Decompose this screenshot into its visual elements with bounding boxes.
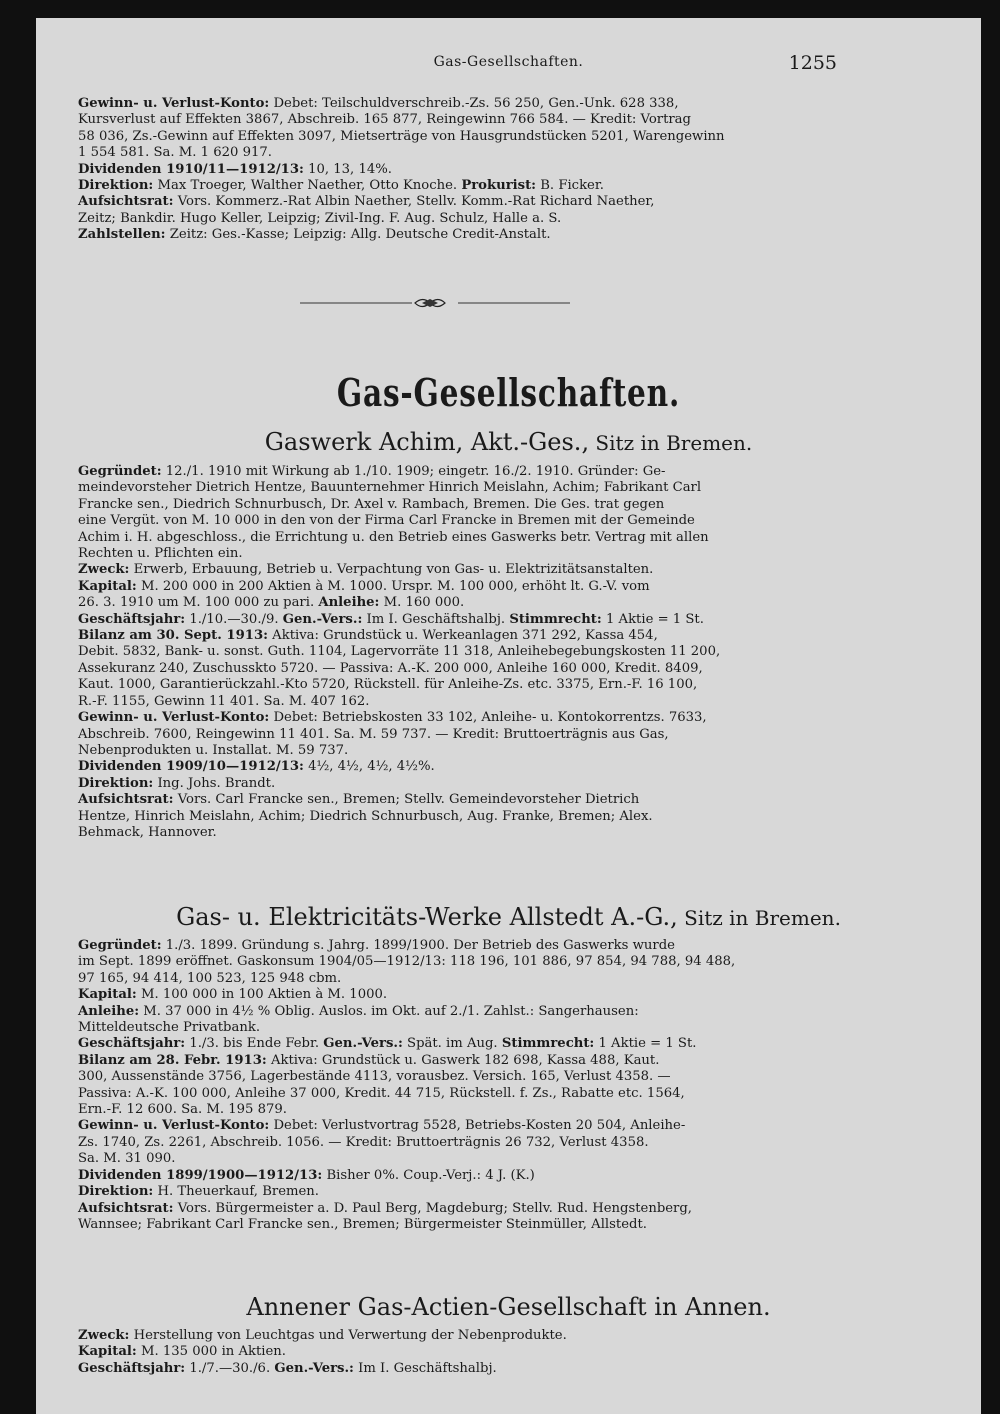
text-line [78, 1151, 838, 1167]
text-line [78, 971, 838, 987]
page [36, 18, 981, 1414]
field-text: Behmack, Hannover. [78, 824, 217, 840]
text-line [78, 1086, 838, 1102]
field-text: Wannsee; Fabrikant Carl Francke sen., Bremen; Bürgermeister Steinmüller, Allstedt. [78, 1216, 647, 1232]
text-line [78, 145, 838, 161]
text-line [78, 96, 838, 112]
text-line [78, 776, 838, 792]
text-line [78, 1361, 838, 1377]
field-label: Stimmrecht: [509, 611, 602, 627]
field-text: 1./3. 1899. Gründung s. Jahrg. 1899/1900. Der Betrieb des Gaswerks wurde [161, 938, 675, 953]
field-text: Debet: Verlustvortrag 5528, Betriebs-Kosten 20 504, Anleihe- [269, 1118, 686, 1134]
field-text: 97 165, 94 414, 100 523, 125 948 cbm. [78, 970, 342, 986]
field-label: Dividenden 1910/11—1912/13: [78, 161, 304, 177]
previous-entry [78, 96, 838, 244]
text-line [78, 464, 838, 480]
field-label: Direktion: [78, 178, 154, 194]
field-label: Kapital: [78, 987, 137, 1003]
field-text: 1./10.—30./9. [185, 611, 283, 627]
text-line [78, 1020, 838, 1036]
field-text: 12./1. 1910 mit Wirkung ab 1./10. 1909; eingetr. 16./2. 1910. Gründer: Ge- [161, 464, 666, 479]
field-text: Vors. Kommerz.-Rat Albin Naether, Stellv. Komm.-Rat Richard Naether, [173, 194, 655, 210]
field-text: M. 135 000 in Aktien. [136, 1344, 286, 1360]
text-line [78, 546, 838, 562]
text-line [78, 825, 838, 841]
field-text: 1./7.—30./6. [185, 1360, 275, 1376]
field-text: 1 554 581. Sa. M. 1 620 917. [78, 145, 272, 161]
text-line [78, 628, 838, 644]
field-text: 10, 13, 14%. [303, 161, 392, 177]
company-sitz: Sitz in Bremen. [589, 431, 753, 455]
text-line [78, 1069, 838, 1085]
field-text: B. Ficker. [536, 178, 604, 194]
field-text: Aktiva: Grundstück u. Werkeanlagen 371 292, Kassa 454, [267, 628, 658, 644]
field-label: Direktion: [78, 775, 154, 791]
field-text: Zeitz: Ges.-Kasse; Leipzig: Allg. Deutsche Credit-Anstalt. [165, 227, 551, 243]
text-line [78, 694, 838, 710]
field-text: Mitteldeutsche Privatbank. [78, 1020, 261, 1036]
field-text: Nebenprodukten u. Installat. M. 59 737. [78, 742, 349, 758]
company-entry-annen [78, 1328, 838, 1377]
field-text: 1 Aktie = 1 St. [594, 1036, 697, 1052]
page-number: 1255 [788, 52, 837, 74]
field-label: Zweck: [78, 1328, 130, 1343]
field-label: Geschäftsjahr: [78, 611, 186, 627]
field-text: M. 200 000 in 200 Aktien à M. 1000. Urspr. M. 100 000, erhöht lt. G.-V. vom [136, 578, 650, 594]
field-label: Aufsichtsrat: [78, 194, 174, 210]
text-line [78, 227, 838, 243]
text-line [78, 178, 838, 194]
field-text: Kaut. 1000, Garantierückzahl.-Kto 5720, Rückstell. für Anleihe-Zs. etc. 3375, Ern.-F. 16 100, [78, 677, 698, 693]
field-text: Abschreib. 7600, Reingewinn 11 401. Sa. M. 59 737. — Kredit: Bruttoerträgnis aus Gas, [78, 726, 669, 742]
company-name: Annener Gas-Actien-Gesellschaft in Annen. [246, 1293, 771, 1321]
text-line [78, 129, 838, 145]
field-text: Vors. Carl Francke sen., Bremen; Stellv. Gemeindevorsteher Dietrich [173, 792, 640, 808]
text-line [78, 743, 838, 759]
text-line [78, 1004, 838, 1020]
field-text: 26. 3. 1910 um M. 100 000 zu pari. [78, 595, 319, 611]
text-line [78, 112, 838, 128]
field-text: Hentze, Hinrich Meislahn, Achim; Diedrich Schnurbusch, Aug. Franke, Bremen; Alex. [78, 808, 653, 824]
field-text: Rechten u. Pflichten ein. [78, 546, 243, 562]
field-text: Im I. Geschäftshalbj. [353, 1360, 497, 1376]
field-text: im Sept. 1899 eröffnet. Gaskonsum 1904/05—1912/13: 118 196, 101 886, 97 854, 94 788, 94 488, [78, 954, 736, 970]
field-label: Gegründet: [78, 938, 162, 953]
field-label: Geschäftsjahr: [78, 1360, 186, 1376]
field-text: Ern.-F. 12 600. Sa. M. 195 879. [78, 1102, 287, 1118]
field-label: Dividenden 1899/1900—1912/13: [78, 1167, 323, 1183]
text-line [78, 1201, 838, 1217]
field-text: Im I. Geschäftshalbj. [362, 611, 510, 627]
text-line [78, 530, 838, 546]
field-label: Kapital: [78, 1344, 137, 1360]
field-text: Francke sen., Diedrich Schnurbusch, Dr. Axel v. Rambach, Bremen. Die Ges. trat gegen [78, 496, 665, 512]
text-line [78, 513, 838, 529]
field-text: 58 036, Zs.-Gewinn auf Effekten 3097, Mietserträge von Hausgrundstücken 5201, Warengewinn [78, 128, 725, 144]
field-text: Aktiva: Grundstück u. Gaswerk 182 698, Kassa 488, Kaut. [266, 1052, 660, 1068]
field-text: 1./3. bis Ende Febr. [185, 1036, 324, 1052]
field-text: Ing. Johs. Brandt. [153, 775, 276, 791]
field-label: Prokurist: [461, 178, 537, 194]
ornament-divider [300, 295, 570, 311]
text-line [78, 677, 838, 693]
section-title: Gas-Gesellschaften. [336, 370, 681, 415]
company-title-allstedt [36, 903, 981, 931]
field-text: Debet: Betriebskosten 33 102, Anleihe- u. Kontokorrentzs. 7633, [269, 710, 707, 726]
text-line [78, 579, 838, 595]
field-text: eine Vergüt. von M. 10 000 in den von der Firma Carl Francke in Bremen mit der Gemeinde [78, 513, 695, 529]
company-title-achim [36, 428, 981, 456]
field-label: Gegründet: [78, 464, 162, 479]
text-line [78, 1053, 838, 1069]
text-line [78, 612, 838, 628]
text-line [78, 809, 838, 825]
field-label: Direktion: [78, 1184, 154, 1200]
field-label: Kapital: [78, 578, 137, 594]
text-line [78, 1168, 838, 1184]
running-title: Gas-Gesellschaften. [433, 54, 584, 70]
field-label: Dividenden 1909/10—1912/13: [78, 759, 304, 775]
field-text: M. 100 000 in 100 Aktien à M. 1000. [136, 987, 388, 1003]
field-text: Achim i. H. abgeschloss., die Errichtung u. den Betrieb eines Gaswerks betr. Vertrag mit allen [78, 529, 709, 545]
field-text: meindevorsteher Dietrich Hentze, Bauunternehmer Hinrich Meislahn, Achim; Fabrikant Carl [78, 480, 702, 496]
company-name: Gas- u. Elektricitäts-Werke Allstedt A.-G., [176, 903, 678, 931]
field-text: Zeitz; Bankdir. Hugo Keller, Leipzig; Zivil-Ing. F. Aug. Schulz, Halle a. S. [78, 210, 562, 226]
field-text: 1 Aktie = 1 St. [601, 611, 704, 627]
text-line [78, 710, 838, 726]
field-text: Sa. M. 31 090. [78, 1151, 176, 1167]
field-text: Zs. 1740, Zs. 2261, Abschreib. 1056. — Kredit: Bruttoerträgnis 26 732, Verlust 4358. [78, 1134, 649, 1150]
field-text: Kursverlust auf Effekten 3867, Abschreib. 165 877, Reingewinn 766 584. — Kredit: Vortrag [78, 112, 691, 128]
field-text: Bisher 0%. Coup.-Verj.: 4 J. (K.) [322, 1167, 535, 1183]
field-text: R.-F. 1155, Gewinn 11 401. Sa. M. 407 162. [78, 693, 370, 709]
text-line [78, 759, 838, 775]
text-line [78, 194, 838, 210]
company-title-annen [36, 1293, 981, 1321]
text-line [78, 954, 838, 970]
text-line [78, 497, 838, 513]
text-line [78, 1184, 838, 1200]
text-line [78, 1118, 838, 1134]
field-text: 300, Aussenstände 3756, Lagerbestände 4113, vorausbez. Versich. 165, Verlust 4358. — [78, 1069, 671, 1085]
text-line [78, 162, 838, 178]
field-text: Passiva: A.-K. 100 000, Anleihe 37 000, Kredit. 44 715, Rückstell. f. Zs., Rabatte etc. 1564, [78, 1085, 685, 1101]
field-label: Zahlstellen: [78, 227, 166, 243]
field-text: Debit. 5832, Bank- u. sonst. Guth. 1104, Lagervorräte 11 318, Anleihebegebungskosten 11 200, [78, 644, 721, 660]
text-line [78, 562, 838, 578]
company-entry-allstedt [78, 938, 838, 1233]
page-header [36, 52, 981, 76]
field-label: Gewinn- u. Verlust-Konto: [78, 710, 270, 726]
text-line [78, 661, 838, 677]
text-line [78, 1135, 838, 1151]
field-label: Gen.-Vers.: [323, 1036, 403, 1052]
field-label: Gewinn- u. Verlust-Konto: [78, 96, 270, 111]
company-sitz: Sitz in Bremen. [677, 906, 841, 930]
text-line [78, 727, 838, 743]
text-line [78, 792, 838, 808]
field-label: Bilanz am 30. Sept. 1913: [78, 628, 268, 644]
text-line [78, 1102, 838, 1118]
field-text: M. 37 000 in 4½ % Oblig. Auslos. im Okt. auf 2./1. Zahlst.: Sangerhausen: [139, 1003, 639, 1019]
text-line [78, 1217, 838, 1233]
field-label: Bilanz am 28. Febr. 1913: [78, 1052, 267, 1068]
field-text: Herstellung von Leuchtgas und Verwertung der Nebenprodukte. [129, 1328, 567, 1343]
field-text: Debet: Teilschuldverschreib.-Zs. 56 250, Gen.-Unk. 628 338, [269, 96, 679, 111]
text-line [78, 938, 838, 954]
text-line [78, 480, 838, 496]
text-line [78, 644, 838, 660]
field-text: Vors. Bürgermeister a. D. Paul Berg, Magdeburg; Stellv. Rud. Hengstenberg, [173, 1200, 692, 1216]
field-label: Geschäftsjahr: [78, 1036, 186, 1052]
field-label: Zweck: [78, 562, 130, 578]
field-text: Spät. im Aug. [402, 1036, 502, 1052]
field-text: Max Troeger, Walther Naether, Otto Knoche. [153, 178, 462, 194]
text-line [78, 987, 838, 1003]
field-text: Assekuranz 240, Zuschusskto 5720. — Passiva: A.-K. 200 000, Anleihe 160 000, Kredit. 8409, [78, 660, 703, 676]
field-label: Aufsichtsrat: [78, 792, 174, 808]
field-text: M. 160 000. [379, 595, 465, 611]
text-line [78, 595, 838, 611]
field-label: Gewinn- u. Verlust-Konto: [78, 1118, 270, 1134]
text-line [78, 1328, 838, 1344]
field-label: Stimmrecht: [501, 1036, 595, 1052]
field-label: Anleihe: [318, 595, 380, 611]
text-line [78, 211, 838, 227]
text-line [78, 1344, 838, 1360]
field-label: Gen.-Vers.: [282, 611, 363, 627]
field-label: Aufsichtsrat: [78, 1200, 174, 1216]
field-label: Anleihe: [78, 1003, 140, 1019]
field-text: 4½, 4½, 4½, 4½%. [303, 759, 435, 775]
text-line [78, 1036, 838, 1052]
field-text: H. Theuerkauf, Bremen. [153, 1184, 319, 1200]
field-text: Erwerb, Erbauung, Betrieb u. Verpachtung von Gas- u. Elektrizitätsanstalten. [129, 562, 654, 578]
company-entry-achim [78, 464, 838, 841]
field-label: Gen.-Vers.: [274, 1360, 354, 1376]
company-name: Gaswerk Achim, Akt.-Ges., [264, 428, 590, 456]
